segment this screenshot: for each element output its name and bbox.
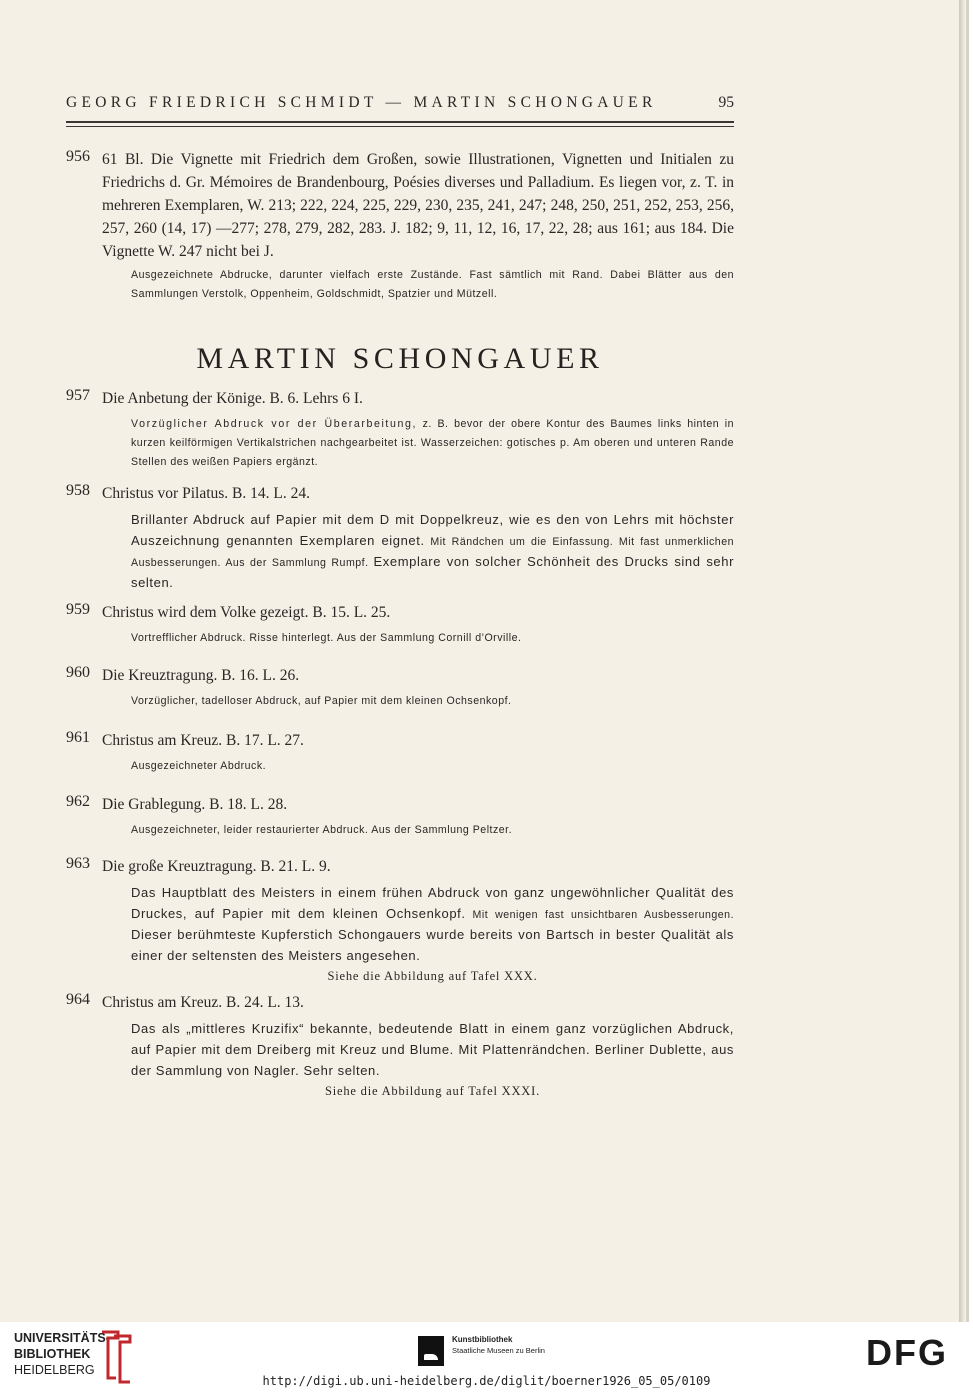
entry-heading: 61 Bl. Die Vignette mit Friedrich dem Großen, sowie Illustrationen, Vignetten und Initialen zu Friedrichs d. Gr. Mémoires de Brandenbourg, Poésies diverses und Palladium. Es liegen vor, z. T. in mehreren Exemplaren, W. 213; 222, 224, 225, 229, 230, 235, 241, 247; 248, 250, 251, 252, 253, 256, 257, 260 (14, 17) —277; 278, 279, 282, 283. J. 182; 9, 11, 12, 16, 17, 22, 28; aus 161; aus 184. Die Vignette W. 247 nicht bei J.: [102, 151, 734, 260]
note-bold: Brillanter Abdruck auf Papier mit dem D mit Doppelkreuz, wie es den von Lehrs mit höchster Auszeichnung genannten Exemplaren eignet.: [131, 512, 734, 548]
catalog-entry-961: [66, 729, 734, 776]
note-emphasis: Vorzüglicher Abdruck vor der Überarbeitung,: [131, 418, 417, 430]
catalog-entry-963: [66, 855, 734, 984]
note-bold-2: Exemplare von solcher Schönheit des Drucks sind sehr selten.: [131, 554, 735, 590]
entry-note: Vortrefflicher Abdruck. Risse hinterlegt. Aus der Sammlung Cornill d’Orville.: [131, 632, 522, 644]
note-bold-2: Dieser berühmteste Kupferstich Schongauers wurde bereits von Bartsch in bester Qualität als einer der seltensten des Meisters angesehen.: [131, 927, 734, 963]
catalog-entry-959: [66, 601, 734, 648]
ub-line-2: BIBLIOTHEK: [14, 1347, 91, 1361]
entry-number: 958: [66, 482, 90, 499]
entry-number: 959: [66, 601, 90, 618]
entry-number: 964: [66, 991, 90, 1008]
running-head: [66, 94, 734, 112]
entry-heading: Christus am Kreuz. B. 24. L. 13.: [102, 994, 304, 1011]
entry-number: 956: [66, 148, 90, 165]
note-text: Mit Rändchen um die Einfassung. Mit fast unmerklichen Ausbesserungen. Aus der Sammlung Rumpf.: [131, 536, 734, 569]
entry-number: 961: [66, 729, 90, 746]
page-number: 95: [718, 94, 734, 111]
kunstbibliothek-label[interactable]: [452, 1334, 545, 1356]
entry-heading: Die große Kreuztragung. B. 21. L. 9.: [102, 858, 331, 875]
catalog-entry-962: [66, 793, 734, 840]
entry-note: [131, 510, 734, 594]
entry-number: 960: [66, 664, 90, 681]
note-bold: Das Hauptblatt des Meisters in einem frühen Abdruck von ganz ungewöhnlicher Qualität des Druckes, auf Papier mit dem kleinen Ochsenkopf.: [131, 885, 734, 921]
note-bold: Das als „mittleres Kruzifix“ bekannte, bedeutende Blatt in einem ganz vorzüglichen Abdruck, auf Papier mit dem Dreiberg mit Kreuz und Blume. Mit Plattenrändchen. Berliner Dublette, aus der Sammlung von Nagler. Sehr selten.: [131, 1021, 734, 1078]
entry-heading: Christus vor Pilatus. B. 14. L. 24.: [102, 485, 310, 502]
entry-note: [131, 883, 734, 967]
entry-number: 963: [66, 855, 90, 872]
section-title: MARTIN SCHONGAUER: [196, 342, 604, 375]
entry-note: Ausgezeichneter Abdruck.: [131, 760, 267, 772]
head-rule-thick: [66, 121, 734, 123]
page-edge: [959, 0, 966, 1322]
running-head-title: GEORG FRIEDRICH SCHMIDT — MARTIN SCHONGAUER: [66, 94, 657, 111]
entry-number: 962: [66, 793, 90, 810]
note-text: Mit wenigen fast unsichtbaren Ausbesserungen.: [465, 909, 735, 921]
entry-note: Ausgezeichneter, leider restaurierter Abdruck. Aus der Sammlung Peltzer.: [131, 824, 513, 836]
entry-note: [131, 415, 734, 472]
entry-heading: Die Anbetung der Könige. B. 6. Lehrs 6 I.: [102, 390, 363, 407]
catalog-entry-960: [66, 664, 734, 711]
kb-line-1: Kunstbibliothek: [452, 1335, 513, 1344]
plate-reference: Siehe die Abbildung auf Tafel XXX.: [327, 969, 538, 983]
digitization-footer: [0, 1322, 973, 1392]
entry-number: 957: [66, 387, 90, 404]
catalog-entry-956: [66, 148, 734, 304]
ub-line-1: UNIVERSITÄTS-: [14, 1331, 110, 1345]
entry-note: Vorzüglicher, tadelloser Abdruck, auf Papier mit dem kleinen Ochsenkopf.: [131, 695, 512, 707]
plate-reference: Siehe die Abbildung auf Tafel XXXI.: [324, 1084, 541, 1098]
entry-heading: Die Kreuztragung. B. 16. L. 26.: [102, 667, 300, 684]
ub-line-3: HEIDELBERG: [14, 1363, 95, 1377]
dfg-logo[interactable]: DFG: [866, 1332, 948, 1373]
entry-heading: Die Grablegung. B. 18. L. 28.: [102, 796, 288, 813]
entry-note: Ausgezeichnete Abdrucke, darunter vielfach erste Zustände. Fast sämtlich mit Rand. Dabei Blätter aus den Sammlungen Verstolk, Oppenheim, Goldschmidt, Spatzier und Mützell.: [131, 269, 734, 300]
entry-heading: Christus am Kreuz. B. 17. L. 27.: [102, 732, 304, 749]
catalog-entry-957: [66, 387, 734, 472]
catalog-entry-958: [66, 482, 734, 594]
entry-note: [131, 1019, 734, 1082]
note-text: z. B. bevor der obere Kontur des Baumes links hinten in kurzen keilförmigen Vertikalstrichen nachgearbeitet ist. Wasserzeichen: gotisches p. Am oberen und unteren Rande Stellen des weißen Papiers ergänzt.: [131, 418, 734, 468]
permalink-url[interactable]: http://digi.ub.uni-heidelberg.de/diglit/boerner1926_05_05/0109: [262, 1374, 711, 1388]
head-rule-thin: [66, 126, 734, 127]
entry-heading: Christus wird dem Volke gezeigt. B. 15. L. 25.: [102, 604, 391, 621]
catalog-entry-964: [66, 991, 734, 1099]
kunstbibliothek-logo-icon[interactable]: [418, 1336, 444, 1366]
kb-line-2: Staatliche Museen zu Berlin: [452, 1346, 545, 1355]
